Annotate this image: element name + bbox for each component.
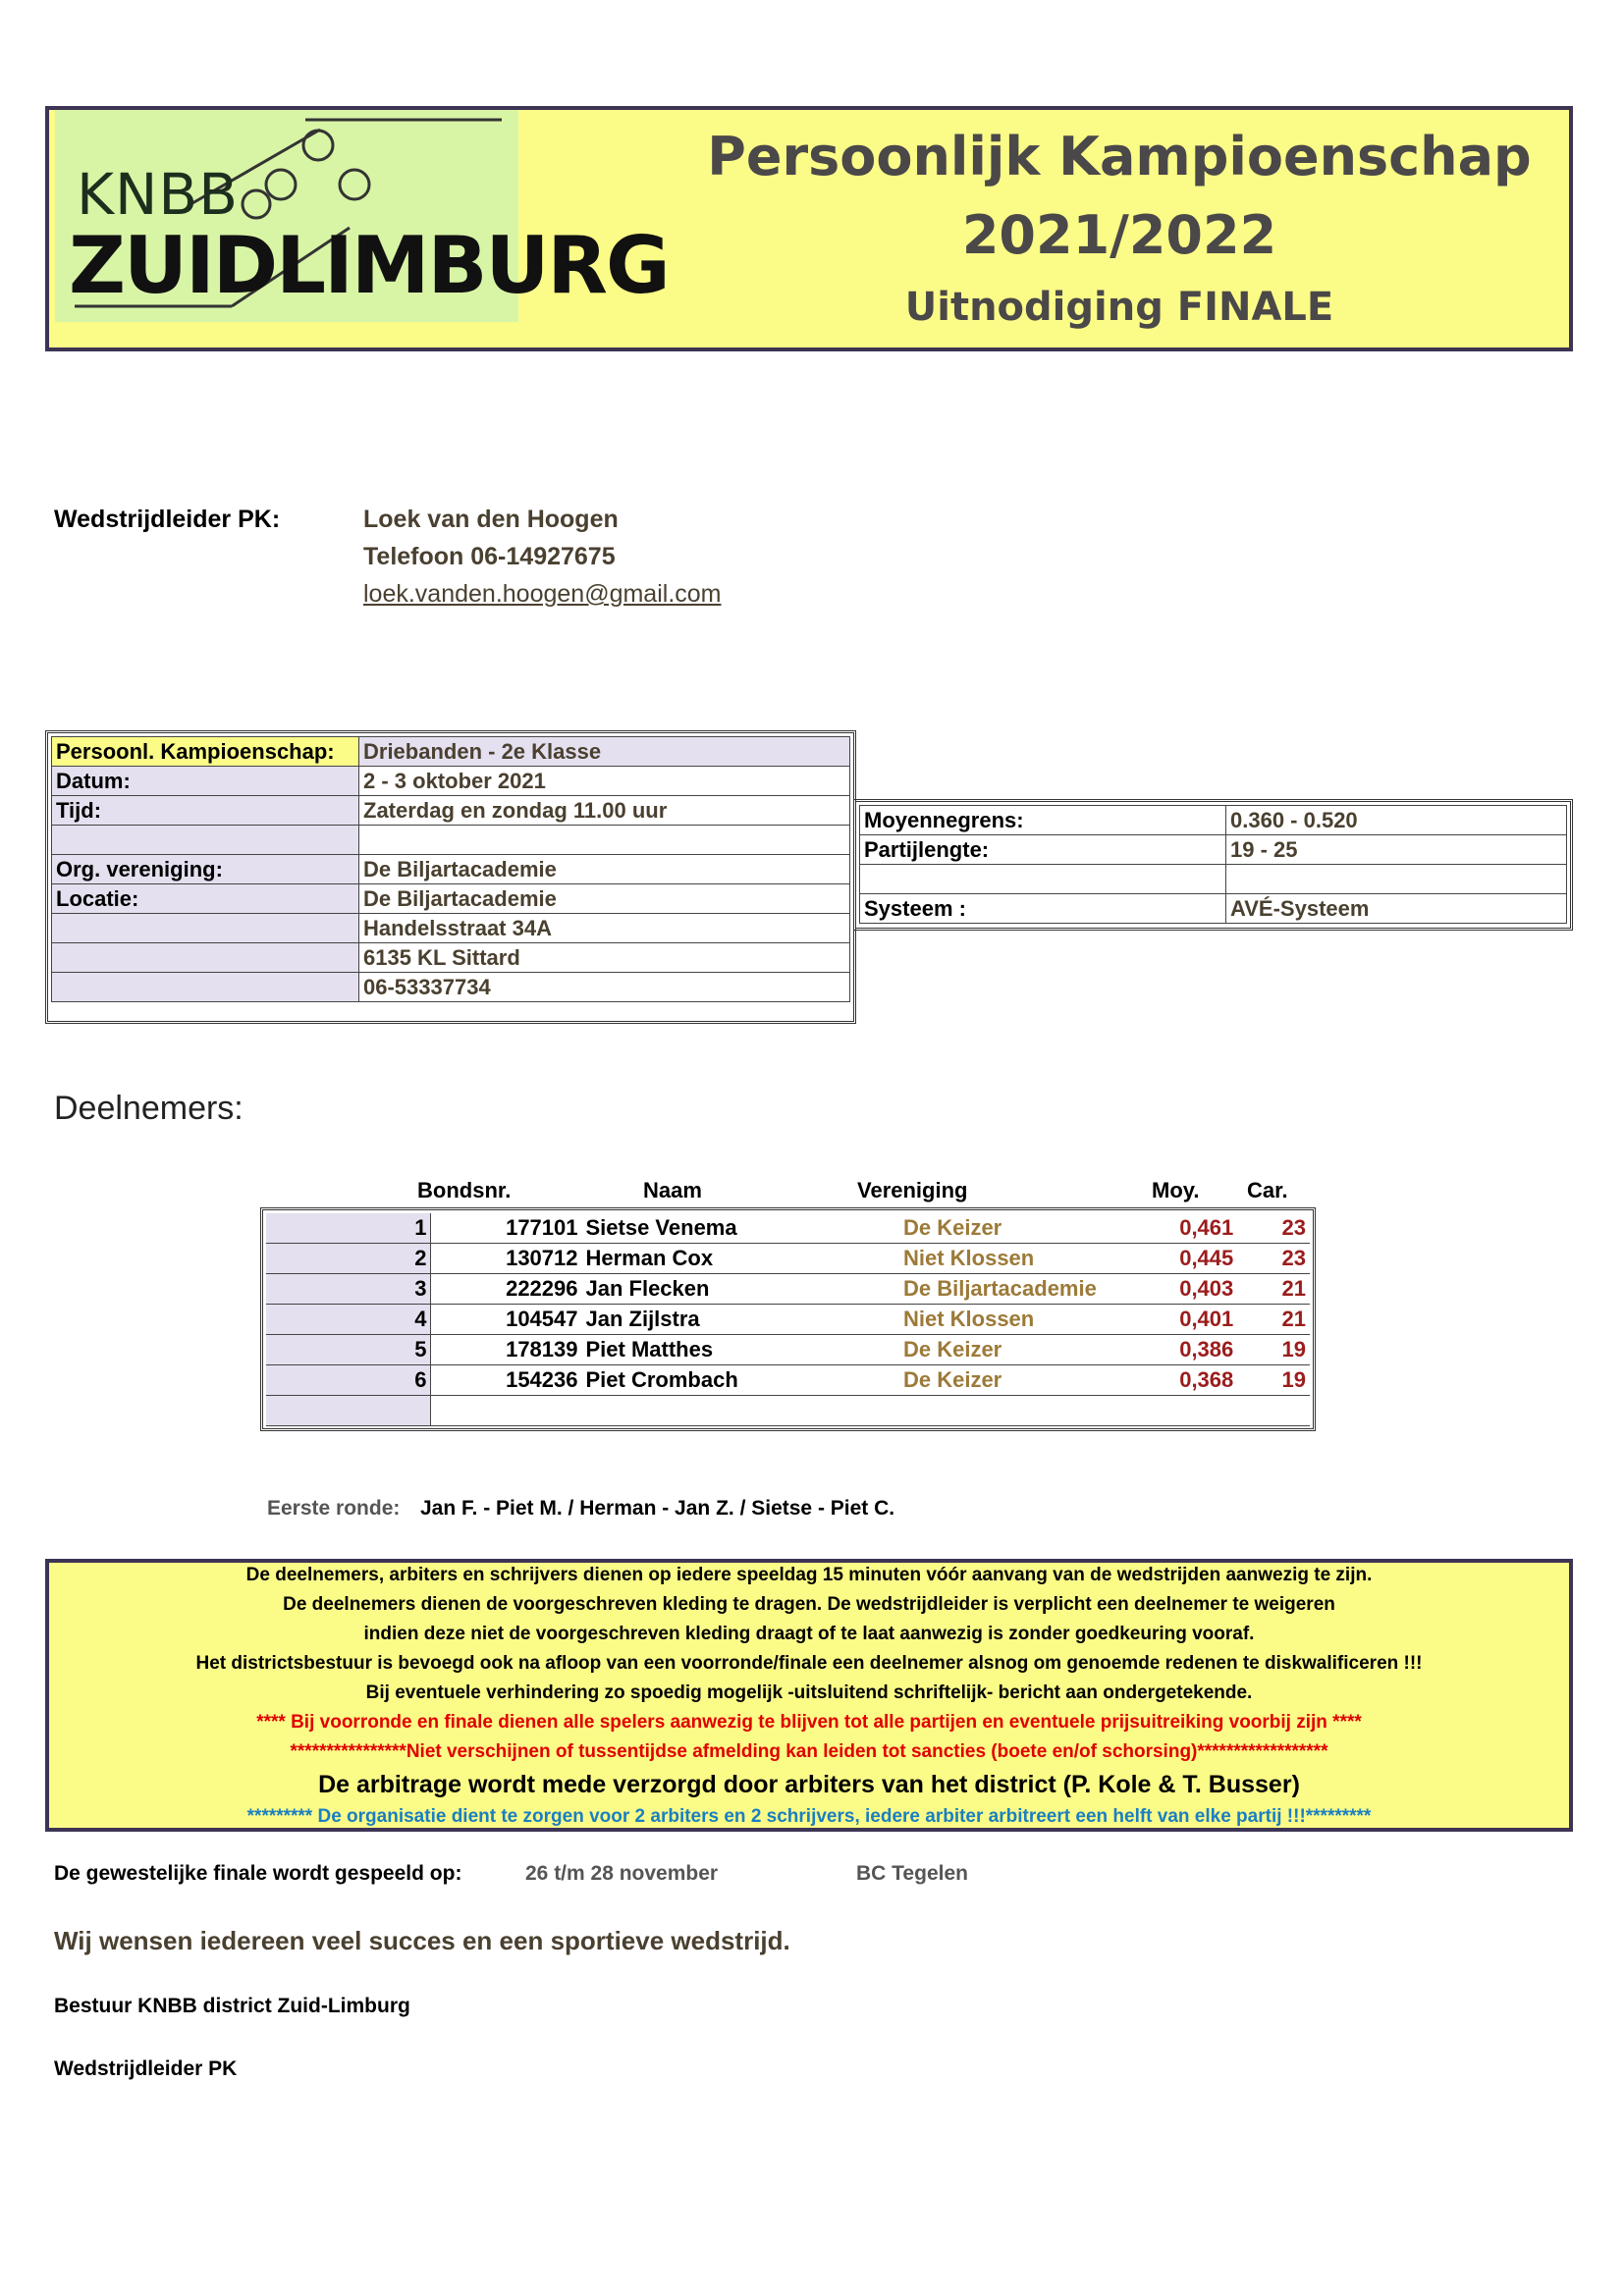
specs-label: Partijlengte:: [860, 835, 1226, 865]
info-row: [52, 737, 850, 767]
participant-bondsnr: 177101: [431, 1213, 582, 1244]
info-row: [52, 855, 850, 884]
notice-line-2: De deelnemers dienen de voorgeschreven kleding te dragen. De wedstrijdleider is verplicht een deelnemer te weigeren: [283, 1594, 1335, 1615]
info-row: [52, 973, 850, 1002]
regional-final-label: De gewestelijke finale wordt gespeeld op:: [54, 1862, 462, 1885]
specs-value: AVÉ-Systeem: [1226, 894, 1567, 924]
participant-bondsnr: 154236: [431, 1365, 582, 1396]
specs-row: [860, 865, 1567, 894]
participant-vereniging: De Keizer: [899, 1335, 1155, 1365]
logo-zuidlimburg-text: ZUIDLIMBURG: [69, 220, 669, 311]
participants-title: Deelnemers:: [54, 1090, 244, 1127]
regional-final-date: 26 t/m 28 november: [525, 1862, 719, 1885]
empty-cell: [431, 1396, 582, 1426]
info-table-frame: [45, 730, 856, 1024]
info-label: [52, 826, 359, 855]
notice-line-3: indien deze niet de voorgeschreven kleding draagt of te laat aanwezig is zonder goedkeuring vooraf.: [363, 1624, 1255, 1644]
col-header-naam: Naam: [643, 1178, 702, 1202]
info-value: [359, 826, 850, 855]
col-header-car: Car.: [1247, 1178, 1288, 1202]
info-label: [52, 943, 359, 973]
notice-line-4: Het districtsbestuur is bevoegd ook na afloop van een voorronde/finale een deelnemer alsnog om genoemde redenen te diskwalificeren !!!: [195, 1653, 1423, 1674]
info-label: Locatie:: [52, 884, 359, 914]
info-row: [52, 884, 850, 914]
participant-row: [266, 1213, 1310, 1244]
participant-nr: 2: [266, 1244, 431, 1274]
invitation-title: Uitnodiging FINALE: [904, 285, 1334, 330]
empty-cell: [266, 1396, 431, 1426]
notice-line-6: **** Bij voorronde en finale dienen alle spelers aanwezig te blijven tot alle partijen en eventuele prijsuitreiking voorbij zijn ****: [256, 1712, 1362, 1733]
participant-row: [266, 1274, 1310, 1305]
participant-nr: 6: [266, 1365, 431, 1396]
knbb-logo: [55, 110, 669, 322]
season-title: 2021/2022: [961, 204, 1277, 266]
info-value: Handelsstraat 34A: [359, 914, 850, 943]
signature-board: Bestuur KNBB district Zuid-Limburg: [54, 1995, 410, 2017]
participant-vereniging: De Keizer: [899, 1365, 1155, 1396]
participant-car: 21: [1237, 1305, 1310, 1335]
col-header-bondsnr: Bondsnr.: [417, 1178, 512, 1202]
participant-nr: 4: [266, 1305, 431, 1335]
participant-car: 23: [1237, 1213, 1310, 1244]
specs-row: [860, 806, 1567, 835]
participant-naam: Jan Zijlstra: [582, 1305, 899, 1335]
info-label: Persoonl. Kampioenschap:: [52, 737, 359, 767]
specs-row: [860, 894, 1567, 924]
first-round-value: Jan F. - Piet M. / Herman - Jan Z. / Sietse - Piet C.: [420, 1497, 895, 1520]
empty-cell: [1237, 1396, 1310, 1426]
empty-cell: [1155, 1396, 1238, 1426]
participant-row: [266, 1365, 1310, 1396]
participant-car: 19: [1237, 1365, 1310, 1396]
empty-cell: [899, 1396, 1155, 1426]
notice-line-7: ****************Niet verschijnen of tussentijdse afmelding kan leiden tot sancties (boete en/of schorsing)******************: [290, 1741, 1328, 1762]
first-round-label: Eerste ronde:: [267, 1497, 401, 1520]
logo-knbb-text: KNBB: [77, 161, 240, 228]
info-table: [51, 736, 850, 1002]
col-header-vereniging: Vereniging: [857, 1178, 968, 1202]
info-value: 06-53337734: [359, 973, 850, 1002]
participant-car: 23: [1237, 1244, 1310, 1274]
participant-naam: Sietse Venema: [582, 1213, 899, 1244]
specs-value: 19 - 25: [1226, 835, 1567, 865]
participant-bondsnr: 178139: [431, 1335, 582, 1365]
participant-vereniging: De Biljartacademie: [899, 1274, 1155, 1305]
participant-moy: 0,401: [1155, 1305, 1238, 1335]
participant-bondsnr: 104547: [431, 1305, 582, 1335]
participant-moy: 0,368: [1155, 1365, 1238, 1396]
col-header-moy: Moy.: [1152, 1178, 1200, 1202]
specs-value: 0.360 - 0.520: [1226, 806, 1567, 835]
participant-bondsnr: 222296: [431, 1274, 582, 1305]
info-label: Datum:: [52, 767, 359, 796]
rules-notice: [45, 1559, 1573, 1832]
participant-row: [266, 1244, 1310, 1274]
info-label: Tijd:: [52, 796, 359, 826]
notice-line-9: ********* De organisatie dient te zorgen voor 2 arbiters en 2 schrijvers, iedere arbiter arbitreert een helft van elke partij !!!*********: [246, 1806, 1372, 1827]
info-row: [52, 943, 850, 973]
participant-moy: 0,461: [1155, 1213, 1238, 1244]
participant-vereniging: Niet Klossen: [899, 1305, 1155, 1335]
specs-table-frame: [853, 799, 1573, 931]
participant-naam: Jan Flecken: [582, 1274, 899, 1305]
info-label: Org. vereniging:: [52, 855, 359, 884]
participants-table-frame: [260, 1207, 1316, 1431]
signature-leader: Wedstrijdleider PK: [54, 2057, 238, 2080]
participant-car: 19: [1237, 1335, 1310, 1365]
info-value: Driebanden - 2e Klasse: [359, 737, 850, 767]
participant-bondsnr: 130712: [431, 1244, 582, 1274]
participant-nr: 3: [266, 1274, 431, 1305]
info-label: [52, 973, 359, 1002]
participant-row: [266, 1305, 1310, 1335]
info-value: 2 - 3 oktober 2021: [359, 767, 850, 796]
notice-line-1: De deelnemers, arbiters en schrijvers dienen op iedere speeldag 15 minuten vóór aanvang van de wedstrijden aanwezig te zijn.: [245, 1565, 1373, 1585]
participant-moy: 0,403: [1155, 1274, 1238, 1305]
page-title: Persoonlijk Kampioenschap: [707, 126, 1532, 187]
participant-row: [266, 1335, 1310, 1365]
info-value: De Biljartacademie: [359, 855, 850, 884]
participant-naam: Piet Matthes: [582, 1335, 899, 1365]
participant-nr: 5: [266, 1335, 431, 1365]
empty-cell: [582, 1396, 899, 1426]
participant-nr: 1: [266, 1213, 431, 1244]
specs-label: [860, 865, 1226, 894]
regional-final-place: BC Tegelen: [856, 1862, 968, 1885]
notice-line-8: De arbitrage wordt mede verzorgd door arbiters van het district (P. Kole & T. Busser): [318, 1771, 1300, 1798]
participant-moy: 0,445: [1155, 1244, 1238, 1274]
participant-row-empty: [266, 1396, 1310, 1426]
participant-naam: Piet Crombach: [582, 1365, 899, 1396]
participant-car: 21: [1237, 1274, 1310, 1305]
participants-table: [266, 1213, 1310, 1426]
closing-wish: Wij wensen iedereen veel succes en een sportieve wedstrijd.: [54, 1926, 790, 1955]
info-value: Zaterdag en zondag 11.00 uur: [359, 796, 850, 826]
participant-vereniging: Niet Klossen: [899, 1244, 1155, 1274]
notice-line-5: Bij eventuele verhindering zo spoedig mogelijk -uitsluitend schriftelijk- bericht aan ondergetekende.: [365, 1682, 1253, 1703]
leader-phone: Telefoon 06-14927675: [363, 543, 616, 570]
participant-vereniging: De Keizer: [899, 1213, 1155, 1244]
info-value: De Biljartacademie: [359, 884, 850, 914]
info-row: [52, 914, 850, 943]
specs-label: Systeem :: [860, 894, 1226, 924]
leader-name: Loek van den Hoogen: [363, 506, 619, 533]
specs-label: Moyennegrens:: [860, 806, 1226, 835]
info-label: [52, 914, 359, 943]
info-row: [52, 826, 850, 855]
leader-email-link[interactable]: loek.vanden.hoogen@gmail.com: [363, 580, 722, 608]
specs-value: [1226, 865, 1567, 894]
participant-moy: 0,386: [1155, 1335, 1238, 1365]
info-row: [52, 796, 850, 826]
leader-label: Wedstrijdleider PK:: [54, 506, 281, 533]
info-value: 6135 KL Sittard: [359, 943, 850, 973]
specs-table: [859, 805, 1567, 924]
info-row: [52, 767, 850, 796]
participant-naam: Herman Cox: [582, 1244, 899, 1274]
specs-row: [860, 835, 1567, 865]
